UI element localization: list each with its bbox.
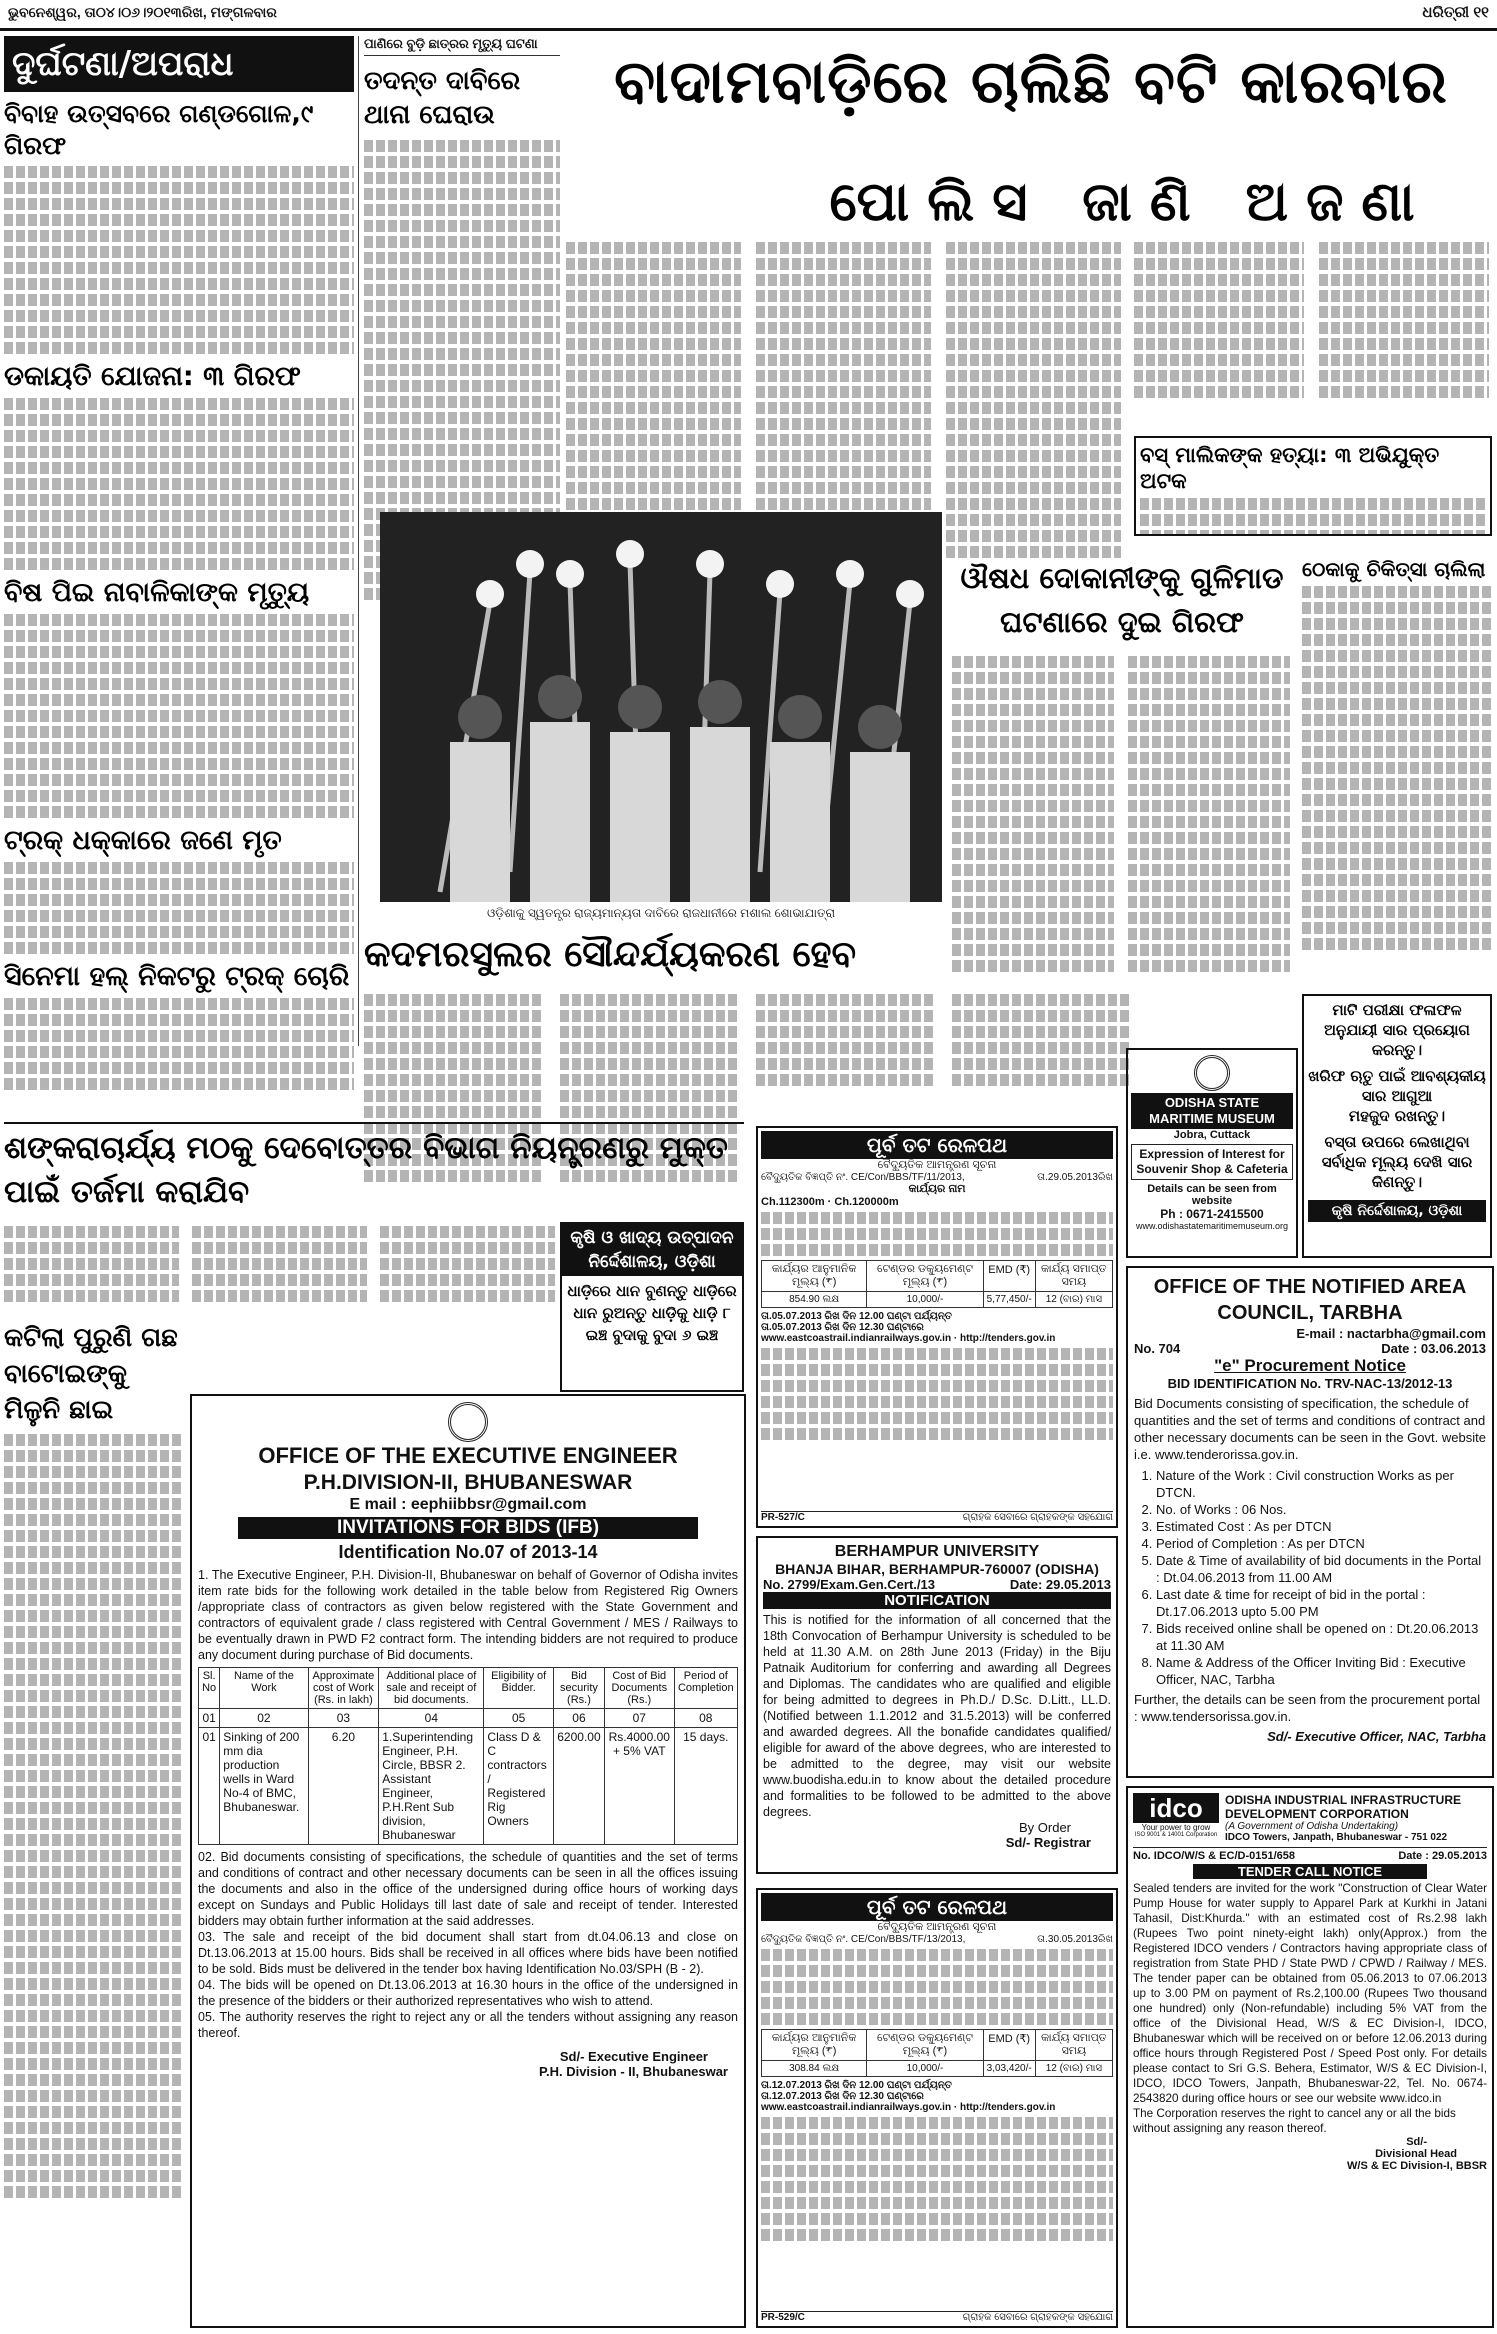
railway-tender-2: ପୂର୍ବ ତଟ ରେଳପଥ ବୈଦ୍ୟୁତିକ ଆମନ୍ତ୍ରଣ ସୂଚନା ବୈଦ୍ୟୁତିକ ବିଜ୍ଞପ୍ତି ନଂ. CE/Con/BBS/TF/13/2013, ତା.30.05.2013ରିଖ କାର୍ଯ୍ୟର ଆନୁମାନିକ ମୂଲ୍ୟ (₹) ଟେଣ୍ଡର ଡକ୍ୟୁମେଣ୍ଟ ମୂଲ୍ୟ (₹) EMD (₹) କାର୍ଯ୍ୟ ସମାପ୍ତ ସମୟ 308.84 ଲକ୍ଷ 10,000/- 3,03,420/- 12 (ବାର) ମାସ ତା.12.07.2013 ରିଖ ଦିନ 12.00 ଘଣ୍ଟା ପର୍ଯ୍ୟନ୍ତ ତା.12.07.2013 ରିଖ ଦିନ 12.30 ଘଣ୍ଟାରେ www.eastcoastrail.indianrailways.gov.in · http://tenders.gov.in PR-529/C ଗ୍ରାହକ ସେବାରେ ଗ୍ରାହକଙ୍କ ସହଯୋଗ [756, 1888, 1118, 2328]
railway1-close: ତା.05.07.2013 ରିଖ ଦିନ 12.00 ଘଣ୍ଟା ପର୍ଯ୍ୟନ୍ତ [761, 1311, 952, 1322]
railway2-website[interactable]: www.eastcoastrail.indianrailways.gov.in [761, 2102, 952, 2113]
table-cell: 12 (ବାର) ମାସ [1035, 2061, 1112, 2077]
table-row [199, 1728, 738, 1845]
idco-body: Sealed tenders are invited for the work "Construction of Clear Water Pump House for water supply to Apparel Park at Kurkhi in Jatani Tahasil, Dist:Khurda." with an estimated cost of Rs.2.98 lakh (Rupees Two point ninety-eight lakh) only(Approx.) from the Registered IDCO venders / Contractors having appropriate class of registration from State PHD / State PWD / CPWD / Railway / MES. The tender paper can be obtained from 05.06.2013 to 07.06.2013 up to 3.00 PM on payment of Rs.2,100.00 (Rupees Two thousand one hundred) only (Non-refundable) including 5% VAT from the office of the Divisional Head, W/S & EC Division-I, IDCO, Bhubaneswar which will be received on or before 12.06.2013 during office hours through Registered Post / Speed Post only. For details please contact to Sri G.S. Behera, Estimator, W/S & EC Division-I, IDCO, IDCO Towers, Janpath, Bhubaneswar-22, Tel. No. 0674-2543820 during office hours or see our website www.idco.in [1133, 1882, 1487, 2105]
nac-intro: Bid Documents consisting of specification, the schedule of quantities and the set of terms and conditions of contract and other necessary documents can be seen in the Govt. website i.e. www.tenderorissa.gov.in. [1134, 1396, 1486, 1462]
idco-signature-3: W/S & EC Division-I, BBSR [1347, 2160, 1487, 2172]
idco-signature-2: Divisional Head [1375, 2148, 1457, 2160]
phd-para-4: 04. The bids will be opened on Dt.13.06.2013 at 16.30 hours in the office of the undersigned in the presence of the bidders or their authorized representatives who wish to attend. [198, 1978, 738, 2008]
col-period: Period of Completion [674, 1668, 737, 1709]
nac-title: OFFICE OF THE NOTIFIED AREA COUNCIL, TARBHA [1153, 1276, 1467, 1324]
railway2-table [761, 2029, 1113, 2077]
phd-para-5: 05. The authority reserves the right to reject any or all the tenders without assigning any reason thereof. [198, 2010, 738, 2040]
table-header-row [762, 1261, 1113, 1292]
idco-logo [1133, 1793, 1219, 1843]
phd-para-2: 02. Bid documents consisting of specifications, the schedule of quantities and the set of terms and conditions of contract and other necessary documents can be seen in all the offices issuing the documents and also in the office of the undersigned during office hours of working days except on Sundays and Public Holidays till last date of sale and receipt of tender. Interested bidders may obtain further information at the said addresses. [198, 1850, 738, 1928]
nac-date: Date : 03.06.2013 [1381, 1341, 1486, 1356]
table-cell: ଟେଣ୍ଡର ଡକ୍ୟୁମେଣ୍ଟ ମୂଲ୍ୟ (₹) [867, 2030, 983, 2061]
table-cell: 05 [484, 1709, 554, 1728]
soil-line-3: ଖରିଫ ଋତୁ ପାଇଁ ଆବଶ୍ୟକୀୟ ସାର ଆଗୁଆ [1308, 1067, 1486, 1105]
berhampur-signature: Sd/- Registrar [1005, 1835, 1091, 1850]
railway2-code: PR-529/C [761, 2312, 805, 2323]
phd-bid-table [198, 1667, 738, 1845]
museum-place: Jobra, Cuttack [1173, 1129, 1251, 1141]
table-row [762, 1292, 1113, 1308]
section-banner: ଦୁର୍ଘଟଣା/ଅପରାଧ [4, 36, 354, 92]
table-cell: 5,77,450/- [983, 1292, 1035, 1308]
railway1-foot: ଗ୍ରାହକ ସେବାରେ ଗ୍ରାହକଙ୍କ ସହଯୋଗ [962, 1512, 1113, 1523]
berhampur-by-order: By Order [1018, 1820, 1071, 1835]
table-cell: 10,000/- [867, 2061, 983, 2077]
railway1-work-label: କାର୍ଯ୍ୟର ନାମ [908, 1183, 966, 1195]
masthead [0, 0, 1497, 26]
torch-rally-photo [380, 512, 942, 902]
table-cell: EMD (₹) [983, 2030, 1035, 2061]
idco-address: IDCO Towers, Janpath, Bhubaneswar - 751 022 [1225, 1832, 1448, 1843]
table-cell: ଟେଣ୍ଡର ଡକ୍ୟୁମେଣ୍ଟ ମୂଲ୍ୟ (₹) [867, 1261, 983, 1292]
railway1-website-2[interactable]: http://tenders.gov.in [959, 1333, 1056, 1344]
list-item: 2. No. of Works : 06 Nos. [1156, 1501, 1486, 1518]
nac-further: Further, the details can be seen from the procurement portal : www.tendersorissa.gov.in. [1134, 1692, 1481, 1724]
table-cell: 03 [308, 1709, 379, 1728]
berhampur-number: No. 2799/Exam.Gen.Cert./13 [763, 1577, 935, 1592]
col-eligibility: Eligibility of Bidder. [484, 1668, 554, 1709]
nac-tarbha-notice [1126, 1266, 1494, 1778]
railway1-code: PR-527/C [761, 1512, 805, 1523]
phd-title: OFFICE OF THE EXECUTIVE ENGINEER [258, 1443, 678, 1468]
soil-line-2: ଅନୁଯାୟୀ ସାର ପ୍ରୟୋଗ କରନ୍ତୁ। [1324, 1021, 1470, 1059]
railway2-sub: ବୈଦ୍ୟୁତିକ ଆମନ୍ତ୍ରଣ ସୂଚନା [877, 1921, 997, 1933]
crime-column [4, 36, 354, 1116]
museum-website[interactable]: www.odishastatemaritimemuseum.org [1135, 1221, 1289, 1231]
museum-title: ODISHA STATE MARITIME MUSEUM [1131, 1093, 1293, 1129]
idco-logo-text: idco [1133, 1793, 1219, 1823]
headline-truck-accident: ଟ୍ରକ୍ ଧକ୍କାରେ ଜଣେ ମୃତ [4, 825, 282, 856]
nac-number: No. 704 [1134, 1341, 1181, 1356]
railway-tender-1: ପୂର୍ବ ତଟ ରେଳପଥ ବୈଦ୍ୟୁତିକ ଆମନ୍ତ୍ରଣ ସୂଚନା ବୈଦ୍ୟୁତିକ ବିଜ୍ଞପ୍ତି ନଂ. CE/Con/BBS/TF/11/2013, ତା.29.05.2013ରିଖ କାର୍ଯ୍ୟର ନାମ Ch.112300m · Ch.120000m କାର୍ଯ୍ୟର ଆନୁମାନିକ ମୂଲ୍ୟ (₹) ଟେଣ୍ଡର ଡକ୍ୟୁମେଣ୍ଟ ମୂଲ୍ୟ (₹) EMD (₹) କାର୍ଯ୍ୟ ସମାପ୍ତ ସମୟ 854.90 ଲକ୍ଷ 10,000/- 5,77,450/- 12 (ବାର) ମାସ ତା.05.07.2013 ରିଖ ଦିନ 12.00 ଘଣ୍ଟା ପର୍ଯ୍ୟନ୍ତ ତା.05.07.2013 ରିଖ ଦିନ 12.30 ଘଣ୍ଟାରେ www.eastcoastrail.indianrailways.gov.in · http://tenders.gov.in PR-527/C ଗ୍ରାହକ ସେବାରେ ଗ୍ରାହକଙ୍କ ସହଯୋଗ [756, 1126, 1118, 1528]
phd-subtitle: P.H.DIVISION-II, BHUBANESWAR [303, 1471, 633, 1494]
museum-eoi: Expression of Interest for Souvenir Shop & Cafeteria [1131, 1144, 1293, 1180]
soil-line-1: ମାଟି ପରୀକ୍ଷା ଫଳାଫଳ [1332, 1001, 1462, 1019]
krishi-body: ଧାଡ଼ିରେ ଧାନ ବୁଣନ୍ତୁ ଧାଡ଼ିରେ ଧାନ ରୁଅନ୍ତୁ ଧାଡ଼ିକୁ ଧାଡ଼ି ୮ ଇଞ୍ଚ ବୁଦାକୁ ବୁଦା ୬ ଇଞ୍ଚ [567, 1282, 737, 1344]
museum-details: Details can be seen from website [1147, 1183, 1277, 1207]
masthead-page: ଧରିତ୍ରୀ ୧୧ [1422, 4, 1489, 21]
col-sl: Sl. No [199, 1668, 220, 1709]
headline-dacoity: ଡକାୟତି ଯୋଜନା: ୩ ଗିରଫ [4, 361, 301, 392]
table-header-row [199, 1668, 738, 1709]
nac-bid-id: BID IDENTIFICATION No. TRV-NAC-13/2012-13 [1167, 1376, 1453, 1391]
phd-identification: Identification No.07 of 2013-14 [338, 1542, 598, 1562]
list-item: 8. Name & Address of the Officer Inviting Bid : Executive Officer, NAC, Tarbha [1156, 1654, 1486, 1688]
railway2-website-2[interactable]: http://tenders.gov.in [959, 2102, 1056, 2113]
shankara-headline: ଶଙ୍କରାଚାର୍ଯ୍ୟ ମଠକୁ ଦେବୋତ୍ତର ବିଭାଗ ନିୟନ୍ତ୍ରଣରୁ ମୁକ୍ତ ପାଇଁ ତର୍ଜମା କରାଯିବ [4, 1130, 728, 1210]
railway2-foot: ଗ୍ରାହକ ସେବାରେ ଗ୍ରାହକଙ୍କ ସହଯୋଗ [962, 2312, 1113, 2323]
torch-rally-image [380, 512, 942, 902]
soil-advisory-box [1302, 994, 1492, 1258]
idco-iso: ISO 9001 & 14001 Corporation [1134, 1832, 1218, 1838]
berhampur-date: Date: 29.05.2013 [1009, 1577, 1111, 1592]
list-item: 6. Last date & time for receipt of bid in the portal : Dt.17.06.2013 upto 5.00 PM [1156, 1586, 1486, 1620]
idco-heading: TENDER CALL NOTICE [1193, 1864, 1427, 1879]
thana-continued [364, 660, 374, 661]
table-cell: 04 [379, 1709, 484, 1728]
thana-kicker: ପାଣିରେ ବୁଡ଼ି ଛାତ୍ରର ମୃତ୍ୟୁ ଘଟଣା [364, 36, 560, 56]
lead-subtitle: ପୋଲିସ ଜାଣି ଅଜଣା [829, 170, 1433, 233]
idco-number: No. IDCO/W/S & EC/D-0151/658 [1133, 1850, 1295, 1862]
phd-email[interactable]: E mail : eephiibbsr@gmail.com [349, 1496, 587, 1513]
idco-undertaking: (A Government of Odisha Undertaking) [1225, 1821, 1399, 1832]
phd-signature-1: Sd/- Executive Engineer [559, 2049, 708, 2064]
headline-truck-theft: ସିନେମା ହଲ୍ ନିକଟରୁ ଟ୍ରକ୍ ଚୋରି [4, 961, 350, 992]
table-cell: କାର୍ଯ୍ୟ ସମାପ୍ତ ସମୟ [1035, 2030, 1112, 2061]
berhampur-heading: NOTIFICATION [763, 1592, 1111, 1609]
nac-email[interactable]: E-mail : nactarbha@gmail.com [1296, 1326, 1486, 1341]
nac-signature: Sd/- Executive Officer, NAC, Tarbha [1267, 1729, 1486, 1744]
phd-band: INVITATIONS FOR BIDS (IFB) [238, 1517, 698, 1539]
table-cell: 10,000/- [867, 1292, 983, 1308]
railway2-title: ପୂର୍ବ ତଟ ରେଳପଥ [761, 1893, 1113, 1921]
table-cell: Class D & C contractors / Registered Rig Owners [484, 1728, 554, 1845]
krishi-title: କୃଷି ଓ ଖାଦ୍ୟ ଉତ୍ପାଦନ ନିର୍ଦ୍ଦେଶାଳୟ, ଓଡ଼ିଶା [562, 1224, 742, 1276]
masthead-date: ଭୁବନେଶ୍ୱର, ତା୦୪।୦୬।୨୦୧୩ରିଖ, ମଙ୍ଗଳବାର [8, 4, 277, 20]
table-cell: କାର୍ଯ୍ୟର ଆନୁମାନିକ ମୂଲ୍ୟ (₹) [762, 2030, 867, 2061]
list-item: 5. Date & Time of availability of bid documents in the Portal : Dt.04.06.2013 from 11.00 AM [1156, 1552, 1486, 1586]
bus-headline: ବସ୍ ମାଲିକଙ୍କ ହତ୍ୟା: ୩ ଅଭିଯୁକ୍ତ ଅଟକ [1140, 443, 1440, 493]
table-header-row [762, 2030, 1113, 2061]
thana-headline: ତଦନ୍ତ ଦାବିରେ ଥାନା ଘେରାଉ [364, 66, 521, 130]
soil-footer: କୃଷି ନିର୍ଦ୍ଦେଶାଳୟ, ଓଡ଼ିଶା [1308, 1200, 1486, 1222]
museum-emblem-icon [1194, 1055, 1230, 1091]
idco-footer: The Corporation reserves the right to cancel any or all the bids without assigning any reason thereof. [1133, 2107, 1456, 2135]
photo-caption: ଓଡ଼ିଶାକୁ ସ୍ୱତନ୍ତ୍ର ରାଜ୍ୟମାନ୍ୟତା ଦାବିରେ ରାଜଧାନୀରେ ମଶାଲ ଶୋଭାଯାତ୍ରା [486, 906, 836, 920]
col-work: Name of the Work [220, 1668, 308, 1709]
railway2-close: ତା.12.07.2013 ରିଖ ଦିନ 12.00 ଘଣ୍ଟା ପର୍ଯ୍ୟନ୍ତ [761, 2080, 952, 2091]
table-cell: Sinking of 200 mm dia production wells in Ward No-4 of BMC, Bhubaneswar. [220, 1728, 308, 1845]
railway1-website[interactable]: www.eastcoastrail.indianrailways.gov.in [761, 1333, 952, 1344]
phd-para-3: 03. The sale and receipt of the bid document shall start from dt.04.06.13 and close on Dt.13.06.2013 at 15.00 hours. Bids shall be received in all offices where bids have been notified to be sold. Bids must be delivered in the tender box having Identification No.03/SPH (B - 2). [198, 1930, 738, 1976]
col-cost: Approximate cost of Work (Rs. in lakh) [308, 1668, 379, 1709]
table-cell: 07 [604, 1709, 674, 1728]
list-item: 4. Period of Completion : As per DTCN [1156, 1535, 1486, 1552]
table-number-row [199, 1709, 738, 1728]
kadam-headline: କଦମରସୁଲର ସୌନ୍ଦର୍ଯ୍ୟକରଣ ହେବ [364, 934, 857, 975]
berhampur-body: This is notified for the information of all concerned that the 18th Convocation of Berhampur University is scheduled to be held at 11.30 A.M. on 28th June 2013 (Friday) in the Biju Patnaik Auditorium for conferring and awarding all Degrees and Diplomas. The candidates who are qualified and eligible for being admitted to degrees in Ph.D./ D.Sc. D.Litt., LL.D. (Notified between 1.1.2012 and 31.5.2013) will be conferred and awarded degrees. All the bonafide candidates qualified/ eligible for award of the above degrees, who are interested to be admitted to the degree, may visit our website www.buodisha.edu.in to know about the detailed procedure and formalities to be followed to be admitted to the above degrees. [763, 1613, 1111, 1819]
railway2-date: ତା.30.05.2013ରିଖ [1037, 1934, 1113, 1945]
railway1-ref: ବୈଦ୍ୟୁତିକ ବିଜ୍ଞପ୍ତି ନଂ. CE/Con/BBS/TF/11/2013, [761, 1172, 965, 1183]
table-cell: 01 [199, 1728, 220, 1845]
table-cell: 854.90 ଲକ୍ଷ [762, 1292, 867, 1308]
table-cell: 3,03,420/- [983, 2061, 1035, 2077]
table-cell: 1.Superintending Engineer, P.H. Circle, BBSR 2. Assistant Engineer, P.H.Rent Sub division, Bhubaneswar [379, 1728, 484, 1845]
railway1-title: ପୂର୍ବ ତଟ ରେଳପଥ [761, 1131, 1113, 1159]
railway1-table [761, 1260, 1113, 1308]
table-cell: କାର୍ଯ୍ୟ ସମାପ୍ତ ସମୟ [1035, 1261, 1112, 1292]
table-cell: EMD (₹) [983, 1261, 1035, 1292]
berhampur-address: BHANJA BIHAR, BERHAMPUR-760007 (ODISHA) [775, 1561, 1099, 1577]
railway1-sub: ବୈଦ୍ୟୁତିକ ଆମନ୍ତ୍ରଣ ସୂଚନା [877, 1159, 997, 1171]
list-item: 3. Estimated Cost : As per DTCN [1156, 1518, 1486, 1535]
idco-tender-notice [1126, 1786, 1494, 2328]
railway1-cost-1: Ch.112300m [761, 1196, 825, 1208]
table-cell: 01 [199, 1709, 220, 1728]
col-doc-cost: Cost of Bid Documents (Rs.) [604, 1668, 674, 1709]
tree-headline: କଟିଲା ପୁରୁଣି ଗଛ ବାଟୋଇଙ୍କୁ ମିଳୁନି ଛାଇ [4, 1323, 178, 1425]
table-cell: 12 (ବାର) ମାସ [1035, 1292, 1112, 1308]
soil-line-5: ବସ୍ତା ଉପରେ ଲେଖାଥିବା ସର୍ବାଧିକ ମୂଲ୍ୟ ଦେଖି ସାର କିଣନ୍ତୁ। [1321, 1133, 1473, 1191]
table-cell: 6.20 [308, 1728, 379, 1845]
doctor-headline: ଠେକାକୁ ଚିକିତ୍ସା ଚାଲିଲା [1302, 557, 1486, 581]
col-security: Bid security (Rs.) [553, 1668, 604, 1709]
table-cell: 6200.00 [553, 1728, 604, 1845]
table-cell: Rs.4000.00 + 5% VAT [604, 1728, 674, 1845]
table-row [762, 2061, 1113, 2077]
phd-para-1: 1. The Executive Engineer, P.H. Division-II, Bhubaneswar on behalf of Governor of Odisha invites item rate bids for the following work detailed in the table below from Registered Rig Owners /appropriate class of contractors as given below registered with the State Government and contractors of equivalent grade / class registered with Central Government / MES / Railways to be eventually drawn in PWD F2 contract form. The intending bidders are not required to produce any document during purchase of Bid documents. [198, 1568, 738, 1662]
soil-line-4: ମହଜୁଦ ରଖନ୍ତୁ। [1348, 1107, 1446, 1125]
railway1-cost-2: Ch.120000m [834, 1196, 899, 1208]
medicine-headline: ଔଷଧ ଦୋକାନୀଙ୍କୁ ଗୁଳିମାଡ ଘଟଣାରେ ଦୁଇ ଗିରଫ [960, 561, 1284, 639]
phd-signature-2: P.H. Division - II, Bhubaneswar [538, 2064, 728, 2079]
col-place: Additional place of sale and receipt of bid documents. [379, 1668, 484, 1709]
odisha-emblem-icon [448, 1402, 488, 1442]
tree-story [4, 1320, 184, 2330]
table-cell: 06 [553, 1709, 604, 1728]
railway1-date: ତା.29.05.2013ରିଖ [1037, 1172, 1113, 1183]
headline-wedding: ବିବାହ ଉତ୍ସବରେ ଗଣ୍ଡଗୋଳ,୯ ଗିରଫ [4, 99, 314, 160]
maritime-museum-ad [1126, 1048, 1298, 1258]
headline-poison: ବିଷ ପିଇ ନାବାଳିକାଙ୍କ ମୃତ୍ୟୁ [4, 577, 310, 608]
list-item: 1. Nature of the Work : Civil construction Works as per DTCN. [1156, 1467, 1486, 1501]
idco-tagline: Your power to grow [1141, 1823, 1211, 1832]
nac-items [1134, 1467, 1486, 1688]
table-cell: କାର୍ଯ୍ୟର ଆନୁମାନିକ ମୂଲ୍ୟ (₹) [762, 1261, 867, 1292]
railway1-open: ତା.05.07.2013 ରିଖ ଦିନ 12.30 ଘଣ୍ଟାରେ [761, 1322, 924, 1333]
table-cell: 02 [220, 1709, 308, 1728]
phd-ifb-ad [190, 1394, 746, 2328]
table-cell: 08 [674, 1709, 737, 1728]
lead-headline: ବାଦାମବାଡ଼ିରେ ଚାଲିଛି ବଟି କାରବାର [614, 47, 1448, 117]
list-item: 7. Bids received online shall be opened on : Dt.20.06.2013 at 11.30 AM [1156, 1620, 1486, 1654]
idco-signature-1: Sd/- [1406, 2136, 1427, 2148]
railway2-open: ତା.12.07.2013 ରିଖ ଦିନ 12.30 ଘଣ୍ଟାରେ [761, 2091, 924, 2102]
idco-name: ODISHA INDUSTRIAL INFRASTRUCTURE DEVELOPMENT CORPORATION [1225, 1793, 1461, 1821]
berhampur-title: BERHAMPUR UNIVERSITY [834, 1543, 1040, 1560]
idco-date: Date : 29.05.2013 [1398, 1850, 1487, 1862]
table-cell: 15 days. [674, 1728, 737, 1845]
museum-phone: Ph : 0671-2415500 [1160, 1207, 1264, 1221]
table-cell: 308.84 ଲକ୍ଷ [762, 2061, 867, 2077]
bus-owner-box [1134, 436, 1492, 536]
doctor-story [1302, 556, 1494, 986]
berhampur-notice [756, 1536, 1118, 1874]
railway2-ref: ବୈଦ୍ୟୁତିକ ବିଜ୍ଞପ୍ତି ନଂ. CE/Con/BBS/TF/13/2013, [761, 1934, 966, 1945]
krishi-box [560, 1222, 744, 1392]
nac-heading: "e" Procurement Notice [1214, 1356, 1406, 1375]
